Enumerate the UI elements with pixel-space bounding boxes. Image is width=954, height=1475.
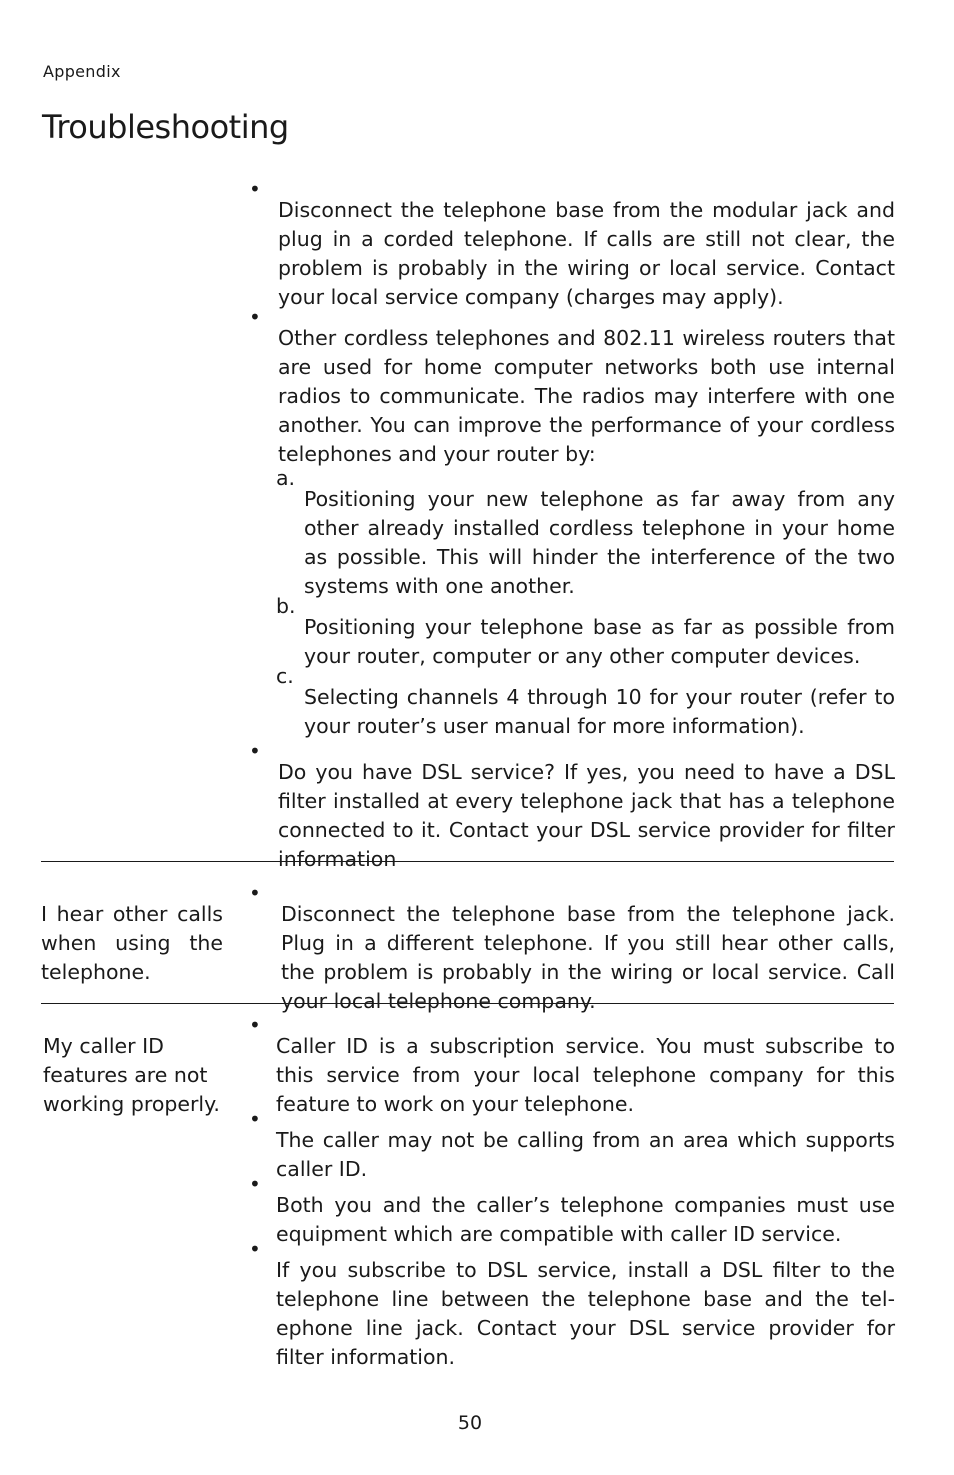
solution-text: Disconnect the telephone base from the modular jack and plug in a corded telephone. If calls are still not clear, the problem is probably in the wiring or local service. Contact your local service company (charges may apply). (278, 197, 895, 309)
bullet-icon: • (249, 1172, 261, 1196)
bullet-icon: • (249, 881, 261, 905)
row-divider (41, 1003, 894, 1004)
solution-text: Both you and the caller’s telephone companies must use equipment which are compatible with caller ID service. (276, 1192, 895, 1246)
solution-text: Other cordless telephones and 802.11 wireless routers that are used for home computer networks both use internal radios to communicate. The radios may interfere with one another. You can improve the performance of your cordless telephones and your router by: (278, 325, 895, 466)
bullet-icon: • (249, 1107, 261, 1131)
page-number: 50 (457, 1412, 483, 1434)
section-label: Appendix (43, 62, 121, 81)
solution-text: Disconnect the telephone base from the telephone jack. Plug in a different telephone. If you still hear other calls, the problem is probably in the wiring or local service. Call your local telephone company. (281, 901, 895, 1013)
solution-text: Positioning your new telephone as far away from any other already installed cordless telephone in your home as possible. This will hinder the interference of the two systems with one another. (304, 486, 895, 598)
solution-text: Caller ID is a subscription service. You must subscribe to this service from your local telephone company for this feature to work on your telephone. (276, 1033, 895, 1116)
bullet-icon: • (249, 1013, 261, 1037)
bullet-icon: • (249, 177, 261, 201)
page-title: Troubleshooting (42, 108, 289, 146)
item-marker: c. (276, 664, 294, 688)
issue-text: I hear other calls when using the telephone. (41, 901, 223, 984)
bullet-icon: • (249, 305, 261, 329)
bullet-icon: • (249, 1237, 261, 1261)
bullet-icon: • (249, 739, 261, 763)
solution-text: Positioning your telephone base as far as possible from your router, computer or any other computer devices. (304, 614, 895, 668)
item-marker: b. (276, 594, 296, 618)
solution-text: Selecting channels 4 through 10 for your router (refer to your router’s user manual for more information). (304, 684, 895, 738)
item-marker: a. (276, 466, 296, 490)
row-divider (41, 861, 894, 862)
solution-text: Do you have DSL service? If yes, you need to have a DSL filter installed at every telephone jack that has a telephone connected to it. Contact your DSL service provider for filter information (278, 759, 895, 871)
issue-text: My caller ID features are not working properly. (43, 1033, 220, 1116)
solution-text: If you subscribe to DSL service, install a DSL filter to the telephone line between the telephone base and the tel-ephone line jack. Contact your DSL service provider for filter information. (276, 1257, 895, 1369)
solution-text: The caller may not be calling from an area which supports caller ID. (276, 1127, 895, 1181)
